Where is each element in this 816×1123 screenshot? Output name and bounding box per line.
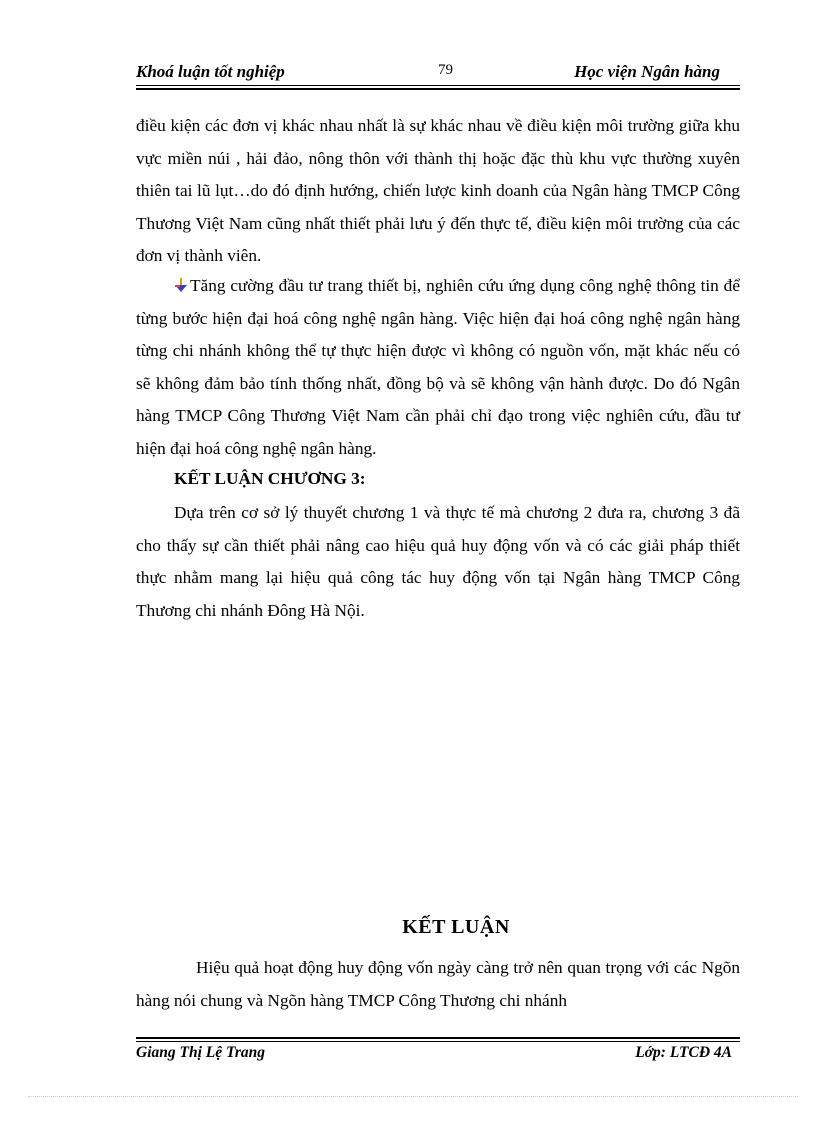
footer-rule-thick — [136, 1037, 740, 1039]
page-edge-dotted-line — [28, 1096, 798, 1097]
header-institution-label: Học viện Ngân hàng — [574, 62, 720, 81]
conclusion-title: KẾT LUẬN — [402, 916, 510, 938]
down-arrow-bullet-icon — [174, 272, 188, 288]
chapter-conclusion-heading-text: KẾT LUẬN CHƯƠNG 3: — [174, 469, 366, 488]
header-rule — [136, 85, 740, 86]
chapter-conclusion-heading — [136, 463, 740, 496]
footer-class: Lớp: LTCĐ 4A — [635, 1044, 732, 1061]
paragraph-chapter-conclusion: Dựa trên cơ sở lý thuyết chương 1 và thực tế mà chương 2 đưa ra, chương 3 đã cho thấy sự cần thiết phải nâng cao hiệu quả huy động vốn và có các giải pháp thiết thực nhằm mang lại hiệu quả công tác huy động vốn tại Ngân hàng TMCP Công Thương chi nhánh Đông Hà Nội. — [136, 503, 740, 620]
header-thesis-label: Khoá luận tốt nghiệp — [136, 62, 285, 81]
paragraph-continuation: điều kiện các đơn vị khác nhau nhất là sự khác nhau về điều kiện môi trường giữa khu vực miền núi , hải đảo, nông thôn với thành thị hoặc đặc thù khu vực thường xuyên thiên tai lũ lụt…do đó định hướng, chiến lược kinh doanh của Ngân hàng TMCP Công Thương Việt Nam cũng nhất thiết phải lưu ý đến thực tế, điều kiện môi trường của các đơn vị thành viên. — [136, 116, 740, 265]
footer-author: Giang Thị Lệ Trang — [136, 1044, 266, 1061]
page-header — [136, 60, 740, 86]
header-rule-thick — [136, 88, 740, 90]
footer-rule — [136, 1041, 740, 1042]
paragraph-bullet — [136, 270, 740, 465]
paragraph-conclusion: Hiệu quả hoạt động huy động vốn ngày càng trở nên quan trọng với các Ngõn hàng nói chung và Ngõn hàng TMCP Công Thương chi nhánh — [136, 958, 740, 1010]
page-number: 79 — [438, 62, 453, 78]
bullet-text: Tăng cường đầu tư trang thiết bị, nghiên cứu ứng dụng công nghệ thông tin để từng bước hiện đại hoá công nghệ ngân hàng. Việc hiện đại hoá công nghệ ngân hàng từng chi nhánh không thể tự thực hiện được vì không có nguồn vốn, mặt khác nếu có sẽ không đảm bảo tính thống nhất, đồng bộ và sẽ không vận hành được. Do đó Ngân hàng TMCP Công Thương Việt Nam cần phải chỉ đạo trong việc nghiên cứu, đầu tư hiện đại hoá công nghệ ngân hàng. — [136, 276, 740, 458]
